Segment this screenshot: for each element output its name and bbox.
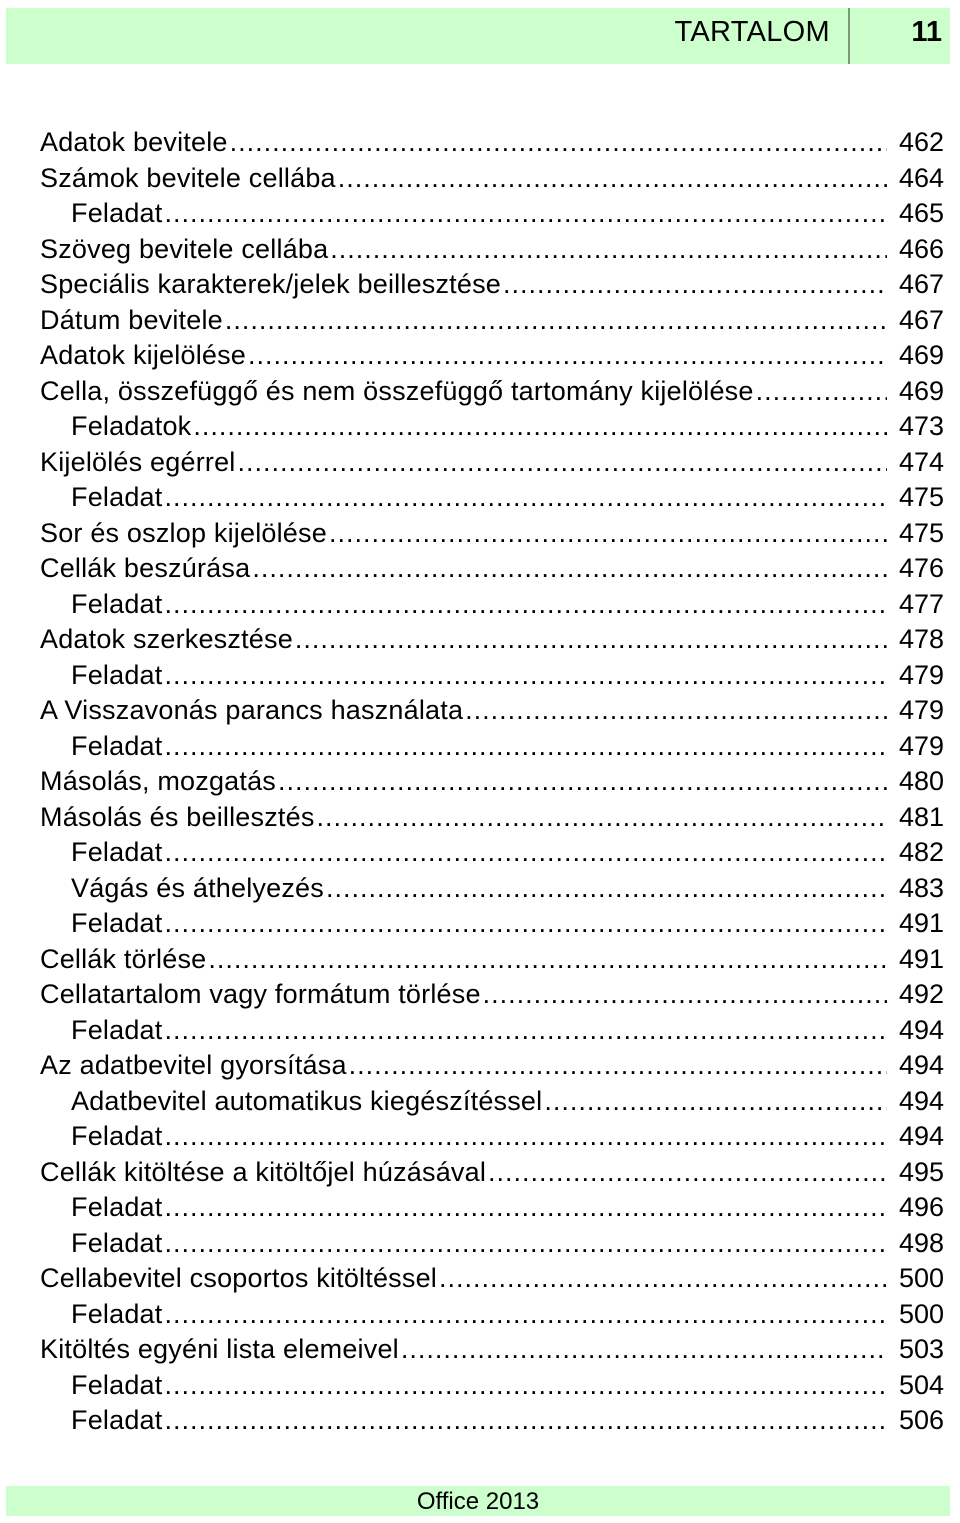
toc-entry-page: 479 (898, 730, 944, 761)
toc-entry-title: Feladatok (71, 411, 192, 441)
toc-entry[interactable] (40, 1119, 944, 1155)
toc-entry-title: Feladat (71, 588, 163, 619)
toc-entry[interactable] (40, 338, 944, 374)
toc-entry-page: 494 (898, 1085, 944, 1116)
toc-entry[interactable] (40, 1368, 944, 1404)
toc-dot-leader (164, 1013, 887, 1049)
toc-dot-leader (278, 764, 887, 800)
toc-entry-title: Feladat (71, 1298, 163, 1329)
toc-entry-page: 498 (898, 1227, 944, 1258)
toc-entry-title: Adatok bevitele (40, 127, 228, 157)
toc-dot-leader (164, 729, 887, 765)
toc-dot-leader (164, 1190, 887, 1226)
toc-entry-title: Vágás és áthelyezés (71, 872, 324, 903)
toc-entry-page: 465 (898, 198, 944, 228)
toc-entry-title: Sor és oszlop kijelölése (40, 517, 327, 548)
toc-entry-page: 474 (898, 446, 944, 477)
toc-dot-leader (193, 409, 887, 445)
toc-entry[interactable] (40, 871, 944, 907)
toc-entry[interactable] (40, 516, 944, 552)
toc-entry[interactable] (40, 196, 944, 232)
page-header (6, 8, 950, 64)
toc-entry-page: 494 (898, 1121, 944, 1151)
toc-dot-leader (164, 658, 887, 694)
toc-entry-page: 491 (898, 943, 944, 974)
toc-entry-title: Cella, összefüggő és nem összefüggő tartomány kijelölése (40, 375, 754, 406)
toc-entry-title: Feladat (71, 908, 163, 938)
toc-dot-leader (329, 516, 887, 552)
toc-entry[interactable] (40, 445, 944, 481)
toc-entry-title: Cellabevitel csoportos kitöltéssel (40, 1263, 437, 1293)
toc-entry-title: Feladat (71, 837, 163, 867)
toc-entry-page: 466 (898, 233, 944, 264)
toc-dot-leader (164, 1297, 887, 1333)
toc-entry-title: Másolás, mozgatás (40, 766, 276, 796)
toc-entry-title: A Visszavonás parancs használata (40, 695, 464, 725)
toc-dot-leader (164, 906, 887, 942)
toc-entry-page: 496 (898, 1192, 944, 1222)
toc-dot-leader (238, 445, 888, 481)
toc-entry-page: 467 (898, 304, 944, 335)
toc-entry-page: 491 (898, 908, 944, 938)
toc-entry-title: Feladat (71, 198, 163, 228)
toc-entry-page: 494 (898, 1050, 944, 1080)
toc-dot-leader (483, 977, 887, 1013)
toc-entry-title: Speciális karakterek/jelek beillesztése (40, 269, 502, 299)
toc-dot-leader (164, 1368, 887, 1404)
toc-entry[interactable] (40, 125, 944, 161)
toc-entry-page: 469 (898, 340, 944, 370)
toc-entry[interactable] (40, 658, 944, 694)
toc-entry-title: Dátum bevitele (40, 304, 223, 335)
section-title: TARTALOM (674, 16, 830, 48)
toc-entry[interactable] (40, 232, 944, 268)
toc-dot-leader (208, 942, 887, 978)
toc-entry[interactable] (40, 303, 944, 339)
toc-entry[interactable] (40, 906, 944, 942)
toc-entry[interactable] (40, 835, 944, 871)
toc-dot-leader (338, 161, 887, 197)
toc-entry-page: 483 (898, 872, 944, 903)
toc-dot-leader (164, 1119, 887, 1155)
toc-entry-page: 500 (898, 1263, 944, 1293)
toc-entry[interactable] (40, 1226, 944, 1262)
toc-entry-title: Cellák beszúrása (40, 553, 251, 583)
toc-entry-title: Kitöltés egyéni lista elemeivel (40, 1334, 399, 1364)
toc-entry[interactable] (40, 977, 944, 1013)
footer-text: Office 2013 (416, 1488, 540, 1515)
toc-dot-leader (503, 267, 887, 303)
toc-entry-page: 469 (898, 375, 944, 406)
toc-dot-leader (164, 196, 887, 232)
toc-entry[interactable] (40, 622, 944, 658)
toc-dot-leader (248, 338, 887, 374)
toc-entry-title: Feladat (71, 482, 163, 512)
toc-dot-leader (330, 232, 887, 268)
toc-entry[interactable] (40, 1403, 944, 1439)
toc-dot-leader (295, 622, 887, 658)
toc-entry[interactable] (40, 1084, 944, 1120)
toc-entry[interactable] (40, 1155, 944, 1191)
toc-entry-page: 494 (898, 1014, 944, 1045)
toc-entry[interactable] (40, 480, 944, 516)
toc-entry-title: Feladat (71, 730, 163, 761)
header-divider (848, 8, 850, 64)
toc-dot-leader (756, 374, 887, 410)
toc-entry-title: Cellák kitöltése a kitöltőjel húzásával (40, 1156, 487, 1187)
toc-entry[interactable] (40, 1013, 944, 1049)
toc-entry-page: 506 (898, 1405, 944, 1435)
toc-entry-title: Kijelölés egérrel (40, 446, 236, 477)
toc-entry-title: Feladat (71, 1121, 163, 1151)
page-footer (6, 1486, 950, 1516)
toc-entry-title: Feladat (71, 1014, 163, 1045)
toc-entry-page: 467 (898, 269, 944, 299)
toc-dot-leader (164, 1403, 887, 1439)
toc-entry-title: Az adatbevitel gyorsítása (40, 1050, 347, 1080)
toc-entry-title: Feladat (71, 1227, 163, 1258)
toc-dot-leader (544, 1084, 887, 1120)
toc-entry[interactable] (40, 942, 944, 978)
toc-dot-leader (317, 800, 887, 836)
toc-entry-title: Adatok szerkesztése (40, 624, 293, 654)
toc-entry-title: Adatok kijelölése (40, 340, 247, 370)
toc-entry[interactable] (40, 161, 944, 197)
toc-entry-page: 480 (898, 766, 944, 796)
toc-entry[interactable] (40, 729, 944, 765)
toc-entry-page: 482 (898, 837, 944, 867)
toc-entry[interactable] (40, 1190, 944, 1226)
toc-dot-leader (465, 693, 887, 729)
toc-entry-page: 481 (898, 801, 944, 832)
toc-entry-page: 500 (898, 1298, 944, 1329)
toc-entry-page: 477 (898, 588, 944, 619)
toc-dot-leader (164, 587, 887, 623)
toc-entry-title: Feladat (71, 659, 163, 690)
toc-entry-title: Feladat (71, 1405, 163, 1435)
toc-entry-page: 479 (898, 659, 944, 690)
toc-dot-leader (439, 1261, 887, 1297)
toc-entry[interactable] (40, 409, 944, 445)
toc-dot-leader (164, 1226, 887, 1262)
toc-dot-leader (326, 871, 887, 907)
toc-entry-page: 495 (898, 1156, 944, 1187)
toc-entry[interactable] (40, 693, 944, 729)
toc-dot-leader (164, 480, 887, 516)
toc-entry-title: Feladat (71, 1192, 163, 1222)
toc-entry-page: 473 (898, 411, 944, 441)
toc-entry-title: Számok bevitele cellába (40, 162, 336, 193)
table-of-contents (40, 125, 944, 1439)
toc-entry[interactable] (40, 1261, 944, 1297)
toc-entry[interactable] (40, 1048, 944, 1084)
toc-entry[interactable] (40, 551, 944, 587)
toc-entry[interactable] (40, 1297, 944, 1333)
toc-dot-leader (225, 303, 887, 339)
toc-entry-page: 478 (898, 624, 944, 654)
toc-entry-title: Másolás és beillesztés (40, 801, 315, 832)
toc-entry[interactable] (40, 587, 944, 623)
toc-dot-leader (164, 835, 887, 871)
toc-entry-page: 476 (898, 553, 944, 583)
toc-entry-title: Cellák törlése (40, 943, 207, 974)
toc-entry-title: Adatbevitel automatikus kiegészítéssel (71, 1085, 543, 1116)
toc-entry-page: 464 (898, 162, 944, 193)
toc-entry-page: 503 (898, 1334, 944, 1364)
toc-entry-page: 504 (898, 1369, 944, 1400)
toc-entry-page: 492 (898, 979, 944, 1009)
page-number: 11 (911, 16, 942, 48)
toc-entry-title: Szöveg bevitele cellába (40, 233, 329, 264)
toc-dot-leader (349, 1048, 887, 1084)
toc-entry-title: Cellatartalom vagy formátum törlése (40, 979, 481, 1009)
toc-dot-leader (401, 1332, 887, 1368)
toc-entry[interactable] (40, 1332, 944, 1368)
toc-entry[interactable] (40, 267, 944, 303)
toc-entry-page: 475 (898, 517, 944, 548)
toc-entry-page: 479 (898, 695, 944, 725)
toc-entry-page: 475 (898, 482, 944, 512)
toc-dot-leader (488, 1155, 887, 1191)
toc-entry-title: Feladat (71, 1369, 163, 1400)
toc-entry[interactable] (40, 800, 944, 836)
toc-dot-leader (230, 125, 887, 161)
toc-dot-leader (252, 551, 887, 587)
toc-entry[interactable] (40, 374, 944, 410)
toc-entry-page: 462 (898, 127, 944, 157)
toc-entry[interactable] (40, 764, 944, 800)
